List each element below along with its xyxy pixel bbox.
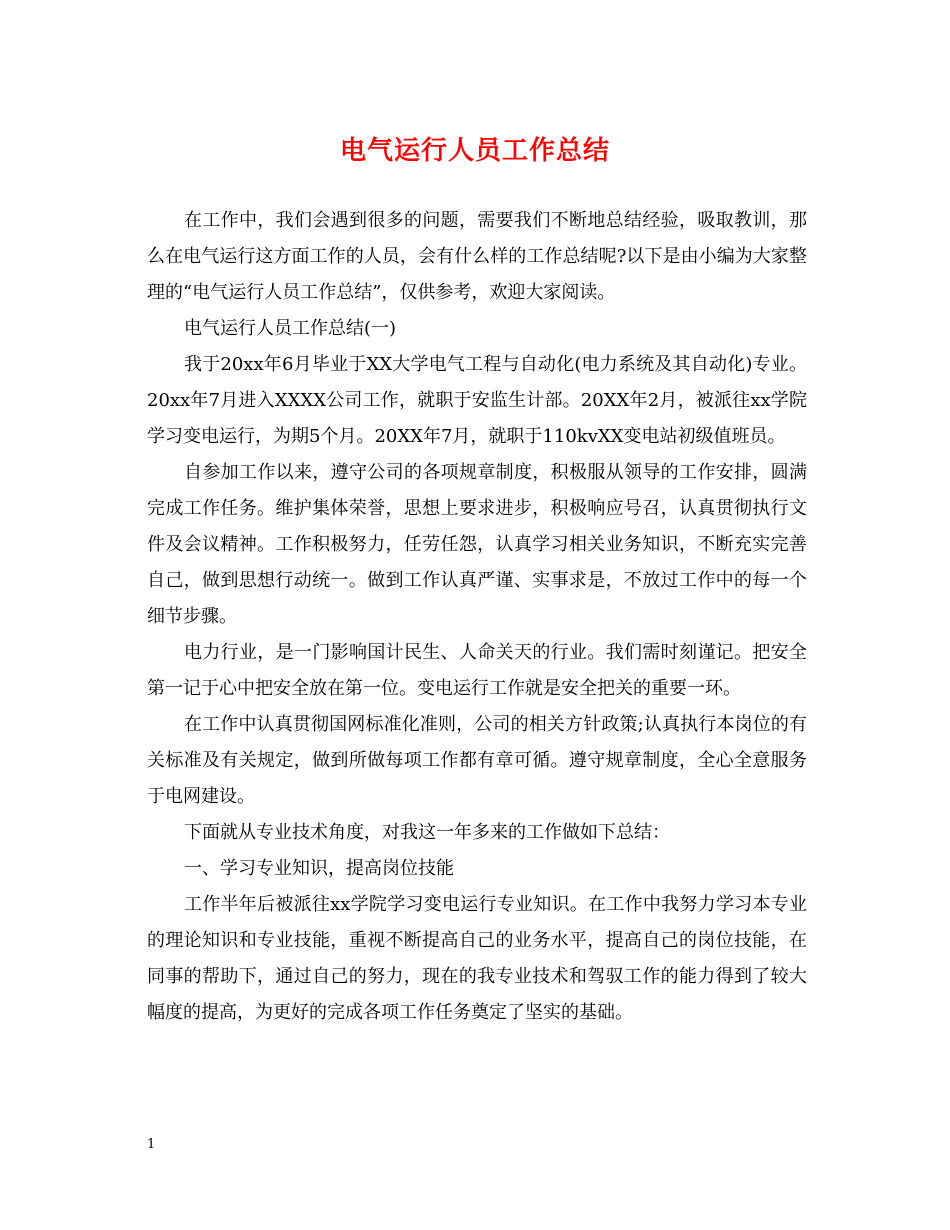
paragraph-standards: 在工作中认真贯彻国网标准化准则，公司的相关方针政策;认真执行本岗位的有关标准及有关规定，做到所做每项工作都有章可循。遵守规章制度，全心全意服务于电网建设。 — [147, 714, 807, 807]
paragraph-attitude: 自参加工作以来，遵守公司的各项规章制度，积极服从领导的工作安排，圆满完成工作任务。维护集体荣誉，思想上要求进步，积极响应号召，认真贯彻执行文件及会议精神。工作积极努力，任劳任怨，认真学习相关业务知识，不断充实完善自己，做到思想行动统一。做到工作认真严谨、实事求是，不放过工作中的每一个细节步骤。 — [147, 462, 807, 627]
paragraph-safety: 电力行业，是一门影响国计民生、人命关天的行业。我们需时刻谨记。把安全第一记于心中把安全放在第一位。变电运行工作就是安全把关的重要一环。 — [147, 642, 807, 699]
page-number: 1 — [147, 1137, 156, 1152]
section-heading-summary-one: 电气运行人员工作总结(一) — [184, 318, 397, 339]
document-title: 电气运行人员工作总结 — [339, 136, 610, 166]
paragraph-learning: 工作半年后被派往xx学院学习变电运行专业知识。在工作中我努力学习本专业的理论知识和专业技能，重视不断提高自己的业务水平，提高自己的岗位技能，在同事的帮助下，通过自己的努力，现在的我专业技术和驾驭工作的能力得到了较大幅度的提高，为更好的完成各项工作任务奠定了坚实的基础。 — [147, 894, 807, 1023]
paragraph-intro: 在工作中，我们会遇到很多的问题，需要我们不断地总结经验，吸取教训，那么在电气运行这方面工作的人员，会有什么样的工作总结呢?以下是由小编为大家整理的“电气运行人员工作总结”，仅供参考，欢迎大家阅读。 — [147, 210, 807, 303]
section-heading-learning: 一、学习专业知识，提高岗位技能 — [184, 858, 454, 879]
paragraph-background: 我于20xx年6月毕业于XX大学电气工程与自动化(电力系统及其自动化)专业。20xx年7月进入XXXX公司工作，就职于安监生计部。20XX年2月，被派往xx学院学习变电运行，为期5个月。20XX年7月，就职于110kvXX变电站初级值班员。 — [147, 354, 807, 447]
paragraph-technical-intro: 下面就从专业技术角度，对我这一年多来的工作做如下总结： — [184, 822, 670, 843]
document-body — [147, 203, 807, 1031]
